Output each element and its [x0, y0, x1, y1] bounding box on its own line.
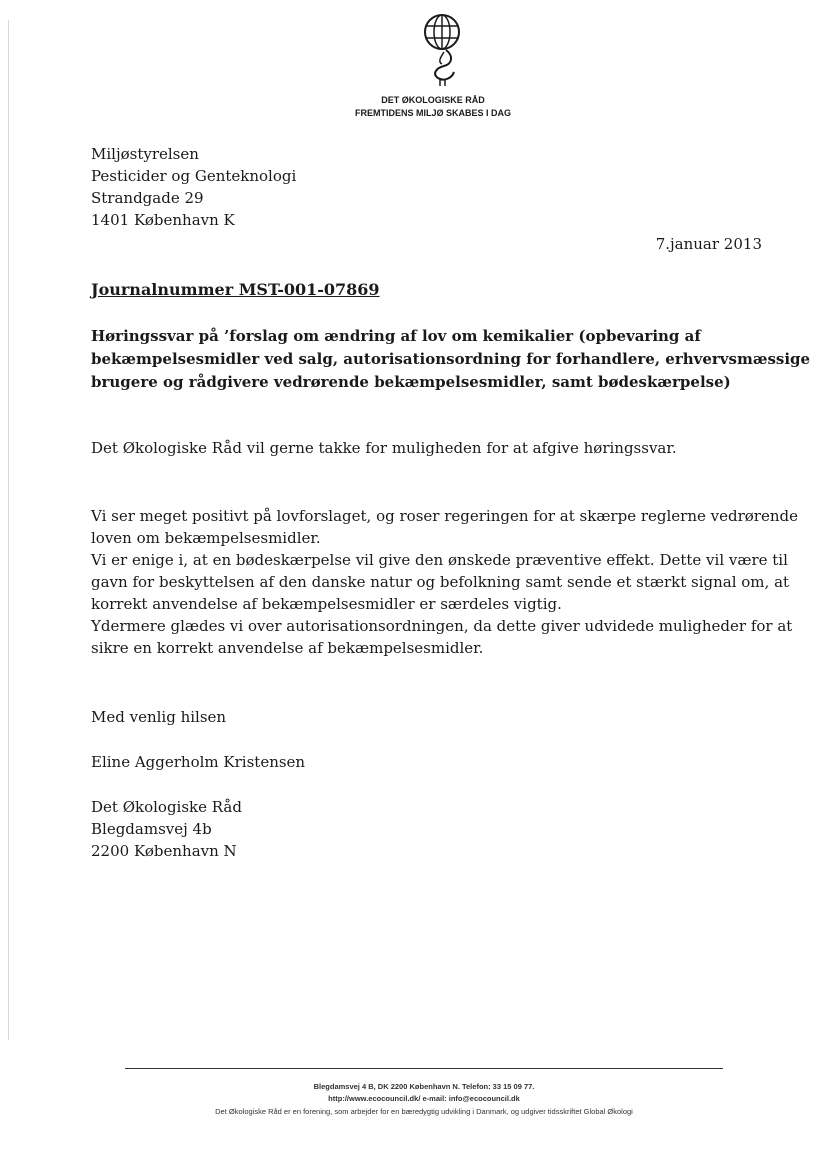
- letter-date: 7.januar 2013: [655, 235, 762, 253]
- sender-line: Det Økologiske Råd: [91, 798, 242, 816]
- org-slogan: FREMTIDENS MILJØ SKABES I DAG: [354, 108, 511, 118]
- body-line: gavn for beskyttelsen af den danske natur og befolkning samt sende et stærkt signal om, at: [91, 573, 790, 591]
- sender-line: Blegdamsvej 4b: [91, 820, 212, 838]
- body-line: Vi ser meget positivt på lovforslaget, og roser regeringen for at skærpe reglerne vedrørende: [91, 507, 798, 525]
- scan-edge-line: [8, 20, 9, 1040]
- recipient-line: 1401 København K: [91, 211, 235, 229]
- closing-greeting: [91, 706, 226, 728]
- body-line: korrekt anvendelse af bekæmpelsesmidler er særdeles vigtig.: [91, 595, 562, 613]
- body-paragraph: [91, 505, 798, 659]
- org-name: DET ØKOLOGISKE RÅD: [381, 95, 485, 105]
- signer-name: [91, 751, 305, 773]
- footer-divider: [125, 1068, 723, 1069]
- footer-address: Blegdamsvej 4 B, DK 2200 København N. Telefon: 33 15 09 77.: [313, 1082, 535, 1091]
- body-line: loven om bekæmpelsesmidler.: [91, 529, 321, 547]
- intro-paragraph: [91, 437, 677, 459]
- subject-line: Høringssvar på ’forslag om ændring af lov om kemikalier (opbevaring af: [91, 327, 701, 345]
- footer-description: Det Økologiske Råd er en forening, som arbejder for en bæredygtig udvikling i Danmark, og udgiver tidsskriftet Global Økologi: [215, 1107, 633, 1116]
- sender-line: 2200 København N: [91, 842, 237, 860]
- closing-line: Med venlig hilsen: [91, 708, 227, 726]
- body-line: Ydermere glædes vi over autorisationsordningen, da dette giver udvidede muligheder for at: [91, 617, 793, 635]
- intro-line: Det Økologiske Råd vil gerne takke for muligheden for at afgive høringssvar.: [91, 439, 677, 457]
- body-line: Vi er enige i, at en bødeskærpelse vil give den ønskede præventive effekt. Dette vil være til: [91, 551, 788, 569]
- subject-line: bekæmpelsesmidler ved salg, autorisationsordning for forhandlere, erhvervsmæssige: [91, 350, 811, 368]
- sender-address: [91, 796, 242, 862]
- body-line: sikre en korrekt anvendelse af bekæmpelsesmidler.: [91, 639, 484, 657]
- globe-bird-icon: [418, 10, 466, 90]
- subject-line: brugere og rådgivere vedrørende bekæmpelsesmidler, samt bødeskærpelse): [91, 373, 731, 391]
- recipient-line: Pesticider og Genteknologi: [91, 167, 297, 185]
- subject-heading: [91, 325, 810, 394]
- recipient-line: Strandgade 29: [91, 189, 204, 207]
- recipient-address: [91, 143, 296, 231]
- journal-number: Journalnummer MST-001-07869: [91, 280, 380, 299]
- recipient-line: Miljøstyrelsen: [91, 145, 199, 163]
- footer-contact: http://www.ecocouncil.dk/ e-mail: info@ecocouncil.dk: [328, 1094, 520, 1103]
- signer-line: Eline Aggerholm Kristensen: [91, 753, 306, 771]
